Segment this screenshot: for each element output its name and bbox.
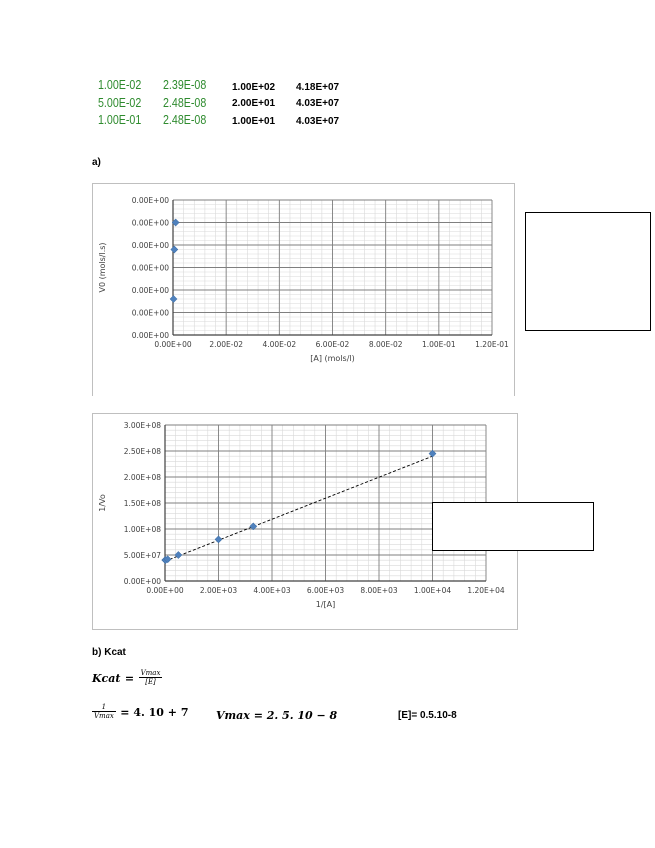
x-tick-label: 2.00E+03 <box>199 586 238 595</box>
cell-inv-a-3: 1.00E+01 <box>232 116 276 127</box>
y-tick-label: 1.00E+08 <box>123 525 161 534</box>
x-axis-label: [A] (mols/l) <box>310 354 355 363</box>
cell-a-2: 5.00E-02 <box>98 95 142 110</box>
x-axis-label: 1/[A] <box>315 600 336 609</box>
data-point <box>170 295 177 302</box>
x-tick-label: 4.00E-02 <box>262 340 297 349</box>
x-tick-label: 1.00E-01 <box>421 340 456 349</box>
y-tick-label: 0.00E+00 <box>131 263 169 273</box>
kcat-fraction <box>139 669 163 686</box>
chart2-legend-box <box>432 502 594 551</box>
y-tick-label: 1.50E+08 <box>123 499 161 508</box>
cell-v-2: 2.48E-08 <box>163 95 207 110</box>
y-tick-label: 2.50E+08 <box>123 447 161 456</box>
x-tick-label: 0.00E+00 <box>154 340 192 349</box>
cell-inv-v-2: 4.03E+07 <box>296 98 340 109</box>
inv-rhs: = 4. 10 + 7 <box>120 706 189 719</box>
y-tick-label: 0.00E+00 <box>131 308 169 318</box>
y-tick-label: 0.00E+00 <box>131 286 169 295</box>
kcat-lhs: Kcat <box>92 672 121 685</box>
cell-v-3: 2.48E-08 <box>163 112 207 127</box>
inv-vmax-formula <box>92 703 188 721</box>
cell-inv-a-1: 1.00E+02 <box>232 82 276 93</box>
chart-v0-svg <box>93 184 514 396</box>
x-tick-label: 1.00E+04 <box>413 586 452 595</box>
x-tick-label: 6.00E-02 <box>315 340 350 349</box>
kcat-denominator: [E] <box>145 678 156 687</box>
cell-v-1: 2.39E-08 <box>163 77 207 92</box>
vmax-formula: Vmax = 2. 5. 10 − 8 <box>216 709 338 722</box>
kcat-numerator: Vmax <box>140 669 161 678</box>
x-tick-label: 1.20E+04 <box>467 586 505 595</box>
y-tick-label: 0.00E+00 <box>131 241 169 250</box>
enzyme-concentration: [E]= 0.5.10-8 <box>398 710 457 721</box>
y-axis-label: 1/Vo <box>98 494 107 512</box>
y-tick-label: 0.00E+00 <box>131 331 169 340</box>
chart-v0-vs-a <box>92 183 515 396</box>
data-point <box>215 536 222 543</box>
data-point <box>171 246 178 253</box>
section-b-label: b) Kcat <box>92 647 126 658</box>
x-tick-label: 1.20E-01 <box>475 340 509 349</box>
y-axis-label: V0 (mols/l.s) <box>98 242 107 293</box>
cell-inv-v-1: 4.18E+07 <box>296 82 340 93</box>
chart1-legend-box <box>525 212 651 331</box>
x-tick-label: 8.00E+03 <box>360 586 398 595</box>
inv-vmax-fraction <box>92 703 116 720</box>
x-tick-label: 2.00E-02 <box>209 340 244 349</box>
inv-denominator: Vmax <box>94 712 114 721</box>
y-tick-label: 2.00E+08 <box>123 473 161 482</box>
x-tick-label: 8.00E-02 <box>368 340 403 349</box>
x-tick-label: 4.00E+03 <box>253 586 291 595</box>
cell-a-3: 1.00E-01 <box>98 112 142 127</box>
cell-inv-a-2: 2.00E+01 <box>232 98 276 109</box>
cell-inv-v-3: 4.03E+07 <box>296 116 340 127</box>
kcat-formula <box>92 669 162 687</box>
section-a-label: a) <box>92 157 101 168</box>
y-tick-label: 5.00E+07 <box>123 551 161 560</box>
y-tick-label: 0.00E+00 <box>123 577 161 586</box>
x-tick-label: 0.00E+00 <box>146 586 184 595</box>
y-tick-label: 3.00E+08 <box>123 421 161 430</box>
y-tick-label: 0.00E+00 <box>131 218 169 228</box>
kcat-eq: = <box>124 672 135 685</box>
y-tick-label: 0.00E+00 <box>131 196 169 205</box>
x-tick-label: 6.00E+03 <box>306 586 345 595</box>
cell-a-1: 1.00E-02 <box>98 77 142 92</box>
inv-numerator: 1 <box>92 703 116 712</box>
